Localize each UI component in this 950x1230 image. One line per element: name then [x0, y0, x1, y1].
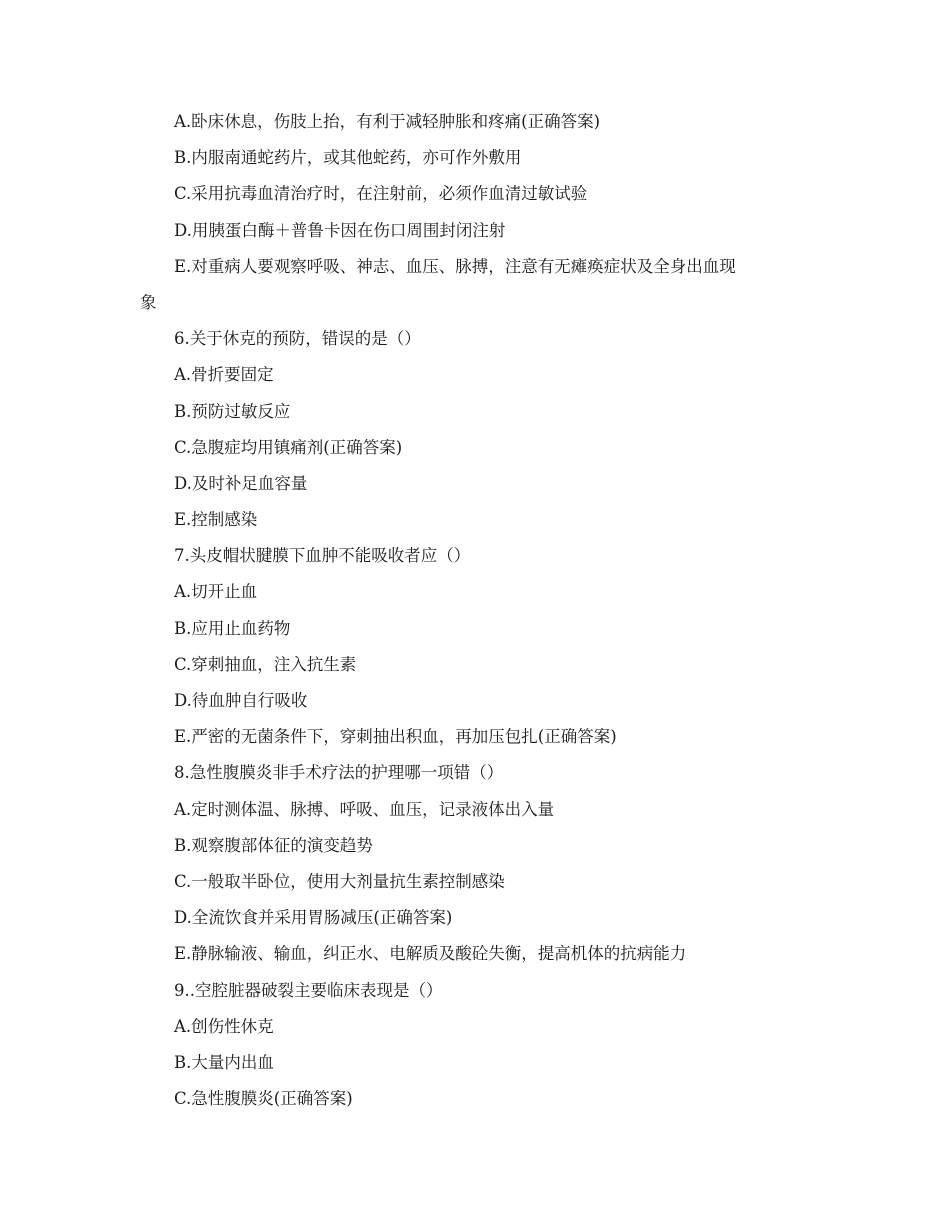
- text-line: [0, 719, 950, 755]
- line-text: D.及时补足血容量: [174, 473, 308, 493]
- text-line: [0, 538, 950, 574]
- line-text: B.预防过敏反应: [174, 401, 291, 421]
- text-line: [0, 828, 950, 864]
- text-line: [0, 1081, 950, 1117]
- text-line: [0, 755, 950, 791]
- line-text: B.应用止血药物: [174, 618, 291, 638]
- text-line: [0, 104, 950, 140]
- text-line: [0, 900, 950, 936]
- text-line: [0, 936, 950, 972]
- text-line: [0, 357, 950, 393]
- document-page: [0, 104, 950, 1117]
- text-line: [0, 611, 950, 647]
- line-text: E.对重病人要观察呼吸、神志、血压、脉搏，注意有无瘫痪症状及全身出血现: [174, 256, 736, 276]
- line-text: B.观察腹部体征的演变趋势: [174, 835, 373, 855]
- line-text: B.内服南通蛇药片，或其他蛇药，亦可作外敷用: [174, 148, 522, 168]
- line-text: 9..空腔脏器破裂主要临床表现是（）: [174, 980, 443, 1000]
- line-text: C.采用抗毒血清治疗时，在注射前，必须作血清过敏试验: [174, 184, 588, 204]
- text-line: [0, 466, 950, 502]
- text-line: [0, 792, 950, 828]
- line-text: 7.头皮帽状腱膜下血肿不能吸收者应（）: [174, 546, 471, 566]
- text-line: [0, 683, 950, 719]
- text-line: [0, 1009, 950, 1045]
- text-line: [0, 647, 950, 683]
- text-line-continuation: [0, 285, 950, 321]
- line-text: A.创伤性休克: [174, 1016, 274, 1036]
- line-text: A.卧床休息，伤肢上抬，有利于减轻肿胀和疼痛(正确答案): [174, 112, 601, 131]
- line-text: B.大量内出血: [174, 1052, 274, 1072]
- line-text: D.用胰蛋白酶＋普鲁卡因在伤口周围封闭注射: [174, 220, 506, 240]
- line-text: 6.关于休克的预防，错误的是（）: [174, 329, 421, 349]
- text-line: [0, 321, 950, 357]
- line-text: D.全流饮食并采用胃肠减压(正确答案): [174, 908, 453, 928]
- text-line: [0, 864, 950, 900]
- text-line: [0, 973, 950, 1009]
- line-text: 象: [140, 292, 157, 312]
- text-line: [0, 1045, 950, 1081]
- text-line: [0, 430, 950, 466]
- line-text: C.急性腹膜炎(正确答案): [174, 1089, 353, 1109]
- line-text: E.严密的无菌条件下，穿刺抽出积血，再加压包扎(正确答案): [174, 727, 617, 747]
- line-text: D.待血肿自行吸收: [174, 691, 308, 710]
- text-line: [0, 574, 950, 610]
- text-line: [0, 502, 950, 538]
- text-line: [0, 140, 950, 176]
- text-line: [0, 394, 950, 430]
- line-text: E.控制感染: [174, 510, 258, 530]
- line-text: 8.急性腹膜炎非手术疗法的护理哪一项错（）: [174, 763, 504, 783]
- line-text: A.切开止血: [174, 582, 258, 602]
- line-text: A.骨折要固定: [174, 365, 274, 385]
- line-text: C.一般取半卧位，使用大剂量抗生素控制感染: [174, 871, 505, 891]
- line-text: C.急腹症均用镇痛剂(正确答案): [174, 437, 403, 457]
- line-text: A.定时测体温、脉搏、呼吸、血压，记录液体出入量: [174, 799, 555, 819]
- text-line: [0, 176, 950, 212]
- text-line: [0, 213, 950, 249]
- line-text: C.穿刺抽血，注入抗生素: [174, 654, 357, 674]
- line-text: E.静脉输液、输血，纠正水、电解质及酸砼失衡，提高机体的抗病能力: [174, 944, 687, 964]
- text-line: [0, 249, 950, 285]
